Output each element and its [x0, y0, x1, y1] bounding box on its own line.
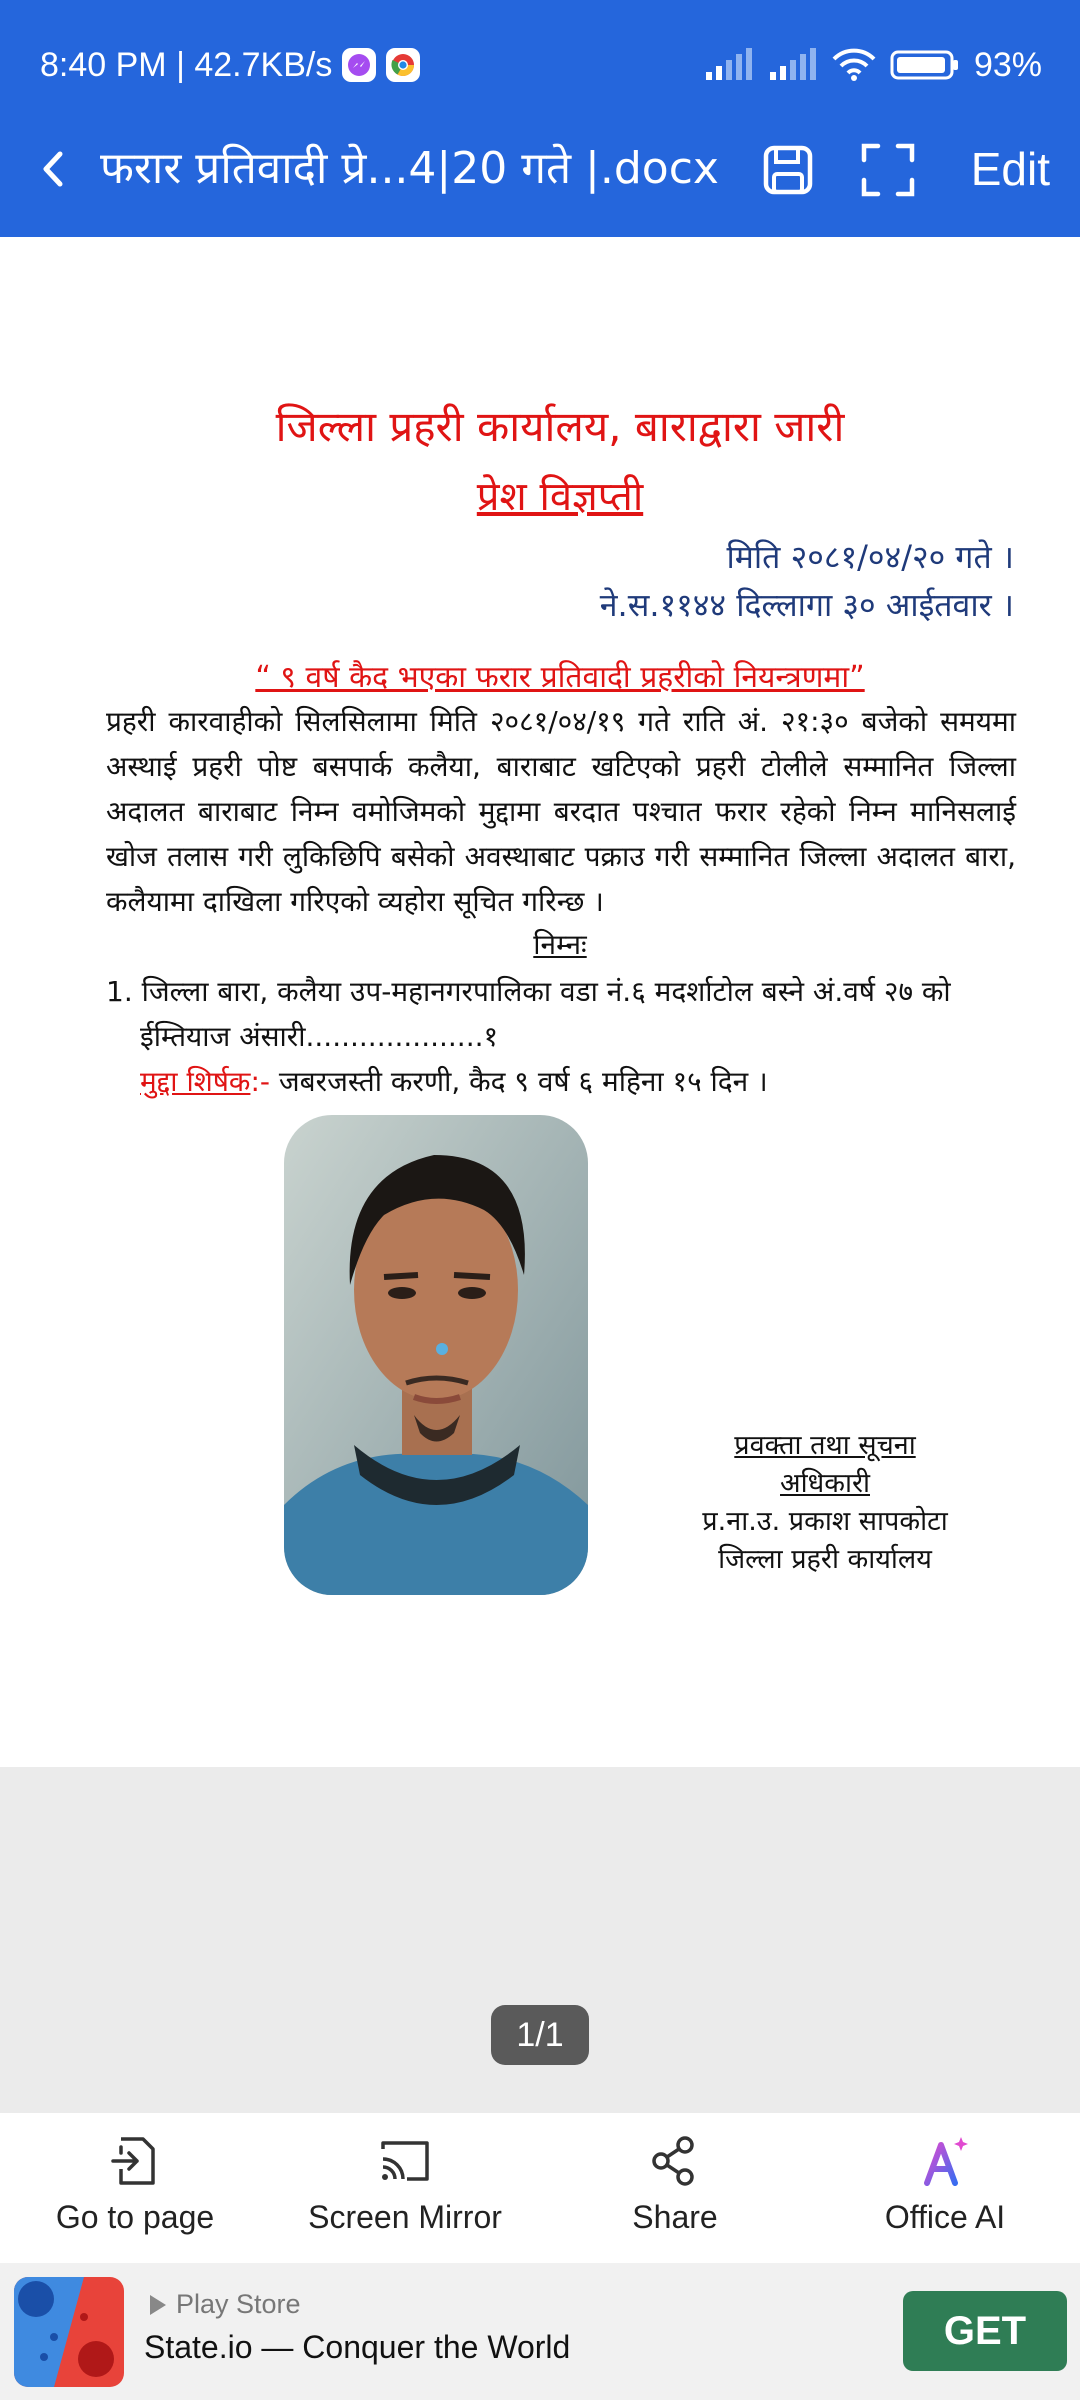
- signal-2-icon: [768, 48, 818, 82]
- item-line-2: ईम्तियाज अंसारी....................१: [140, 1020, 499, 1053]
- battery-percent: 93%: [973, 45, 1042, 84]
- item-line-1: 1. जिल्ला बारा, कलैया उप-महानगरपालिका वडा नं.६ मदर्शाटोल बस्ने अं.वर्ष २७ को: [106, 975, 951, 1008]
- screen-mirror-label: Screen Mirror: [308, 2199, 502, 2235]
- edit-button[interactable]: Edit: [970, 143, 1050, 195]
- document-toolbar: [0, 120, 1080, 220]
- status-bar-left: [40, 40, 420, 90]
- page-indicator: 1/1: [491, 2005, 589, 2065]
- share-icon: [647, 2133, 703, 2189]
- status-time-speed: 8:40 PM | 42.7KB/s: [40, 45, 333, 84]
- screen-mirror-icon: [377, 2133, 433, 2189]
- ad-banner[interactable]: [0, 2263, 1080, 2400]
- office-ai-button[interactable]: [810, 2113, 1080, 2263]
- signature-line-2: अधिकारी: [780, 1468, 870, 1499]
- battery-icon: [890, 48, 960, 82]
- office-ai-label: Office AI: [884, 2199, 1006, 2235]
- go-to-page-button[interactable]: [0, 2113, 270, 2263]
- ad-store-label: Play Store: [176, 2289, 301, 2319]
- signature-line-3: प्र.ना.उ. प्रकाश सापकोटा: [702, 1506, 948, 1537]
- go-to-page-label: Go to page: [55, 2199, 215, 2235]
- case-line: [106, 1059, 1016, 1104]
- date-line-2: ने.स.११४४ दिल्लागा ३० आईतवार ।: [599, 586, 1014, 624]
- share-button[interactable]: [540, 2113, 810, 2263]
- fullscreen-icon[interactable]: [858, 140, 918, 200]
- signal-1-icon: [704, 48, 754, 82]
- case-separator: :-: [250, 1065, 270, 1098]
- share-label: Share: [632, 2199, 718, 2235]
- case-text: जबरजस्ती करणी, कैद ९ वर्ष ६ महिना १५ दिन ।: [269, 1065, 768, 1098]
- suspect-photo: [284, 1115, 588, 1595]
- list-heading: निम्नः: [533, 928, 587, 961]
- list-item: [106, 969, 1016, 1104]
- document-title: फरार प्रतिवादी प्रे...4|20 गते |.docx: [100, 143, 719, 194]
- screen-mirror-button[interactable]: [270, 2113, 540, 2263]
- signature-block: [670, 1427, 980, 1579]
- signature-line-1: प्रवक्ता तथा सूचना: [734, 1430, 916, 1461]
- top-app-bar: [0, 0, 1080, 237]
- signature-line-4: जिल्ला प्रहरी कार्यालय: [718, 1544, 932, 1575]
- ad-title: State.io — Conquer the World: [144, 2329, 571, 2365]
- ad-store-line: [146, 2289, 301, 2320]
- save-icon[interactable]: [758, 140, 818, 200]
- document-title-heading: जिल्ला प्रहरी कार्यालय, बाराद्वारा जारी: [275, 402, 845, 451]
- back-arrow-icon[interactable]: [26, 142, 80, 196]
- office-ai-icon: [917, 2133, 973, 2189]
- ad-app-icon[interactable]: [14, 2277, 124, 2387]
- wifi-icon: [832, 48, 876, 82]
- document-page[interactable]: [0, 237, 1080, 1767]
- chrome-notification-icon: [386, 48, 420, 82]
- notice-heading: “ ९ वर्ष कैद भएका फरार प्रतिवादी प्रहरीको नियन्त्रणमा”: [255, 660, 865, 695]
- messenger-notification-icon: [342, 48, 376, 82]
- case-label: मुद्दा शिर्षक: [140, 1065, 251, 1098]
- document-subtitle: प्रेश विज्ञप्ती: [476, 474, 644, 520]
- notice-body: प्रहरी कारवाहीको सिलसिलामा मिति २०८१/०४/१९ गते राति अं. २१:३० बजेको समयमा अस्थाई प्रहरी पोष्ट बसपार्क कलैया, बाराबाट खटिएको प्रहरी टोलीले सम्मानित जिल्ला अदालत बाराबाट निम्न वमोजिमको मुद्दामा बरदात पश्चात फरार रहेको निम्न मानिसलाई खोज तलास गरी लुकिछिपि बसेको अवस्थाबाट पक्राउ गरी सम्मानित जिल्ला अदालत बारा, कलैयामा दाखिला गरिएको व्यहोरा सूचित गरिन्छ ।: [106, 705, 1016, 918]
- status-bar-right: [704, 40, 1042, 90]
- bottom-action-bar: [0, 2113, 1080, 2263]
- play-store-icon: [146, 2293, 170, 2317]
- get-button[interactable]: GET: [903, 2291, 1067, 2371]
- go-to-page-icon: [107, 2133, 163, 2189]
- date-line-1: मिति २०८१/०४/२० गते ।: [726, 538, 1014, 576]
